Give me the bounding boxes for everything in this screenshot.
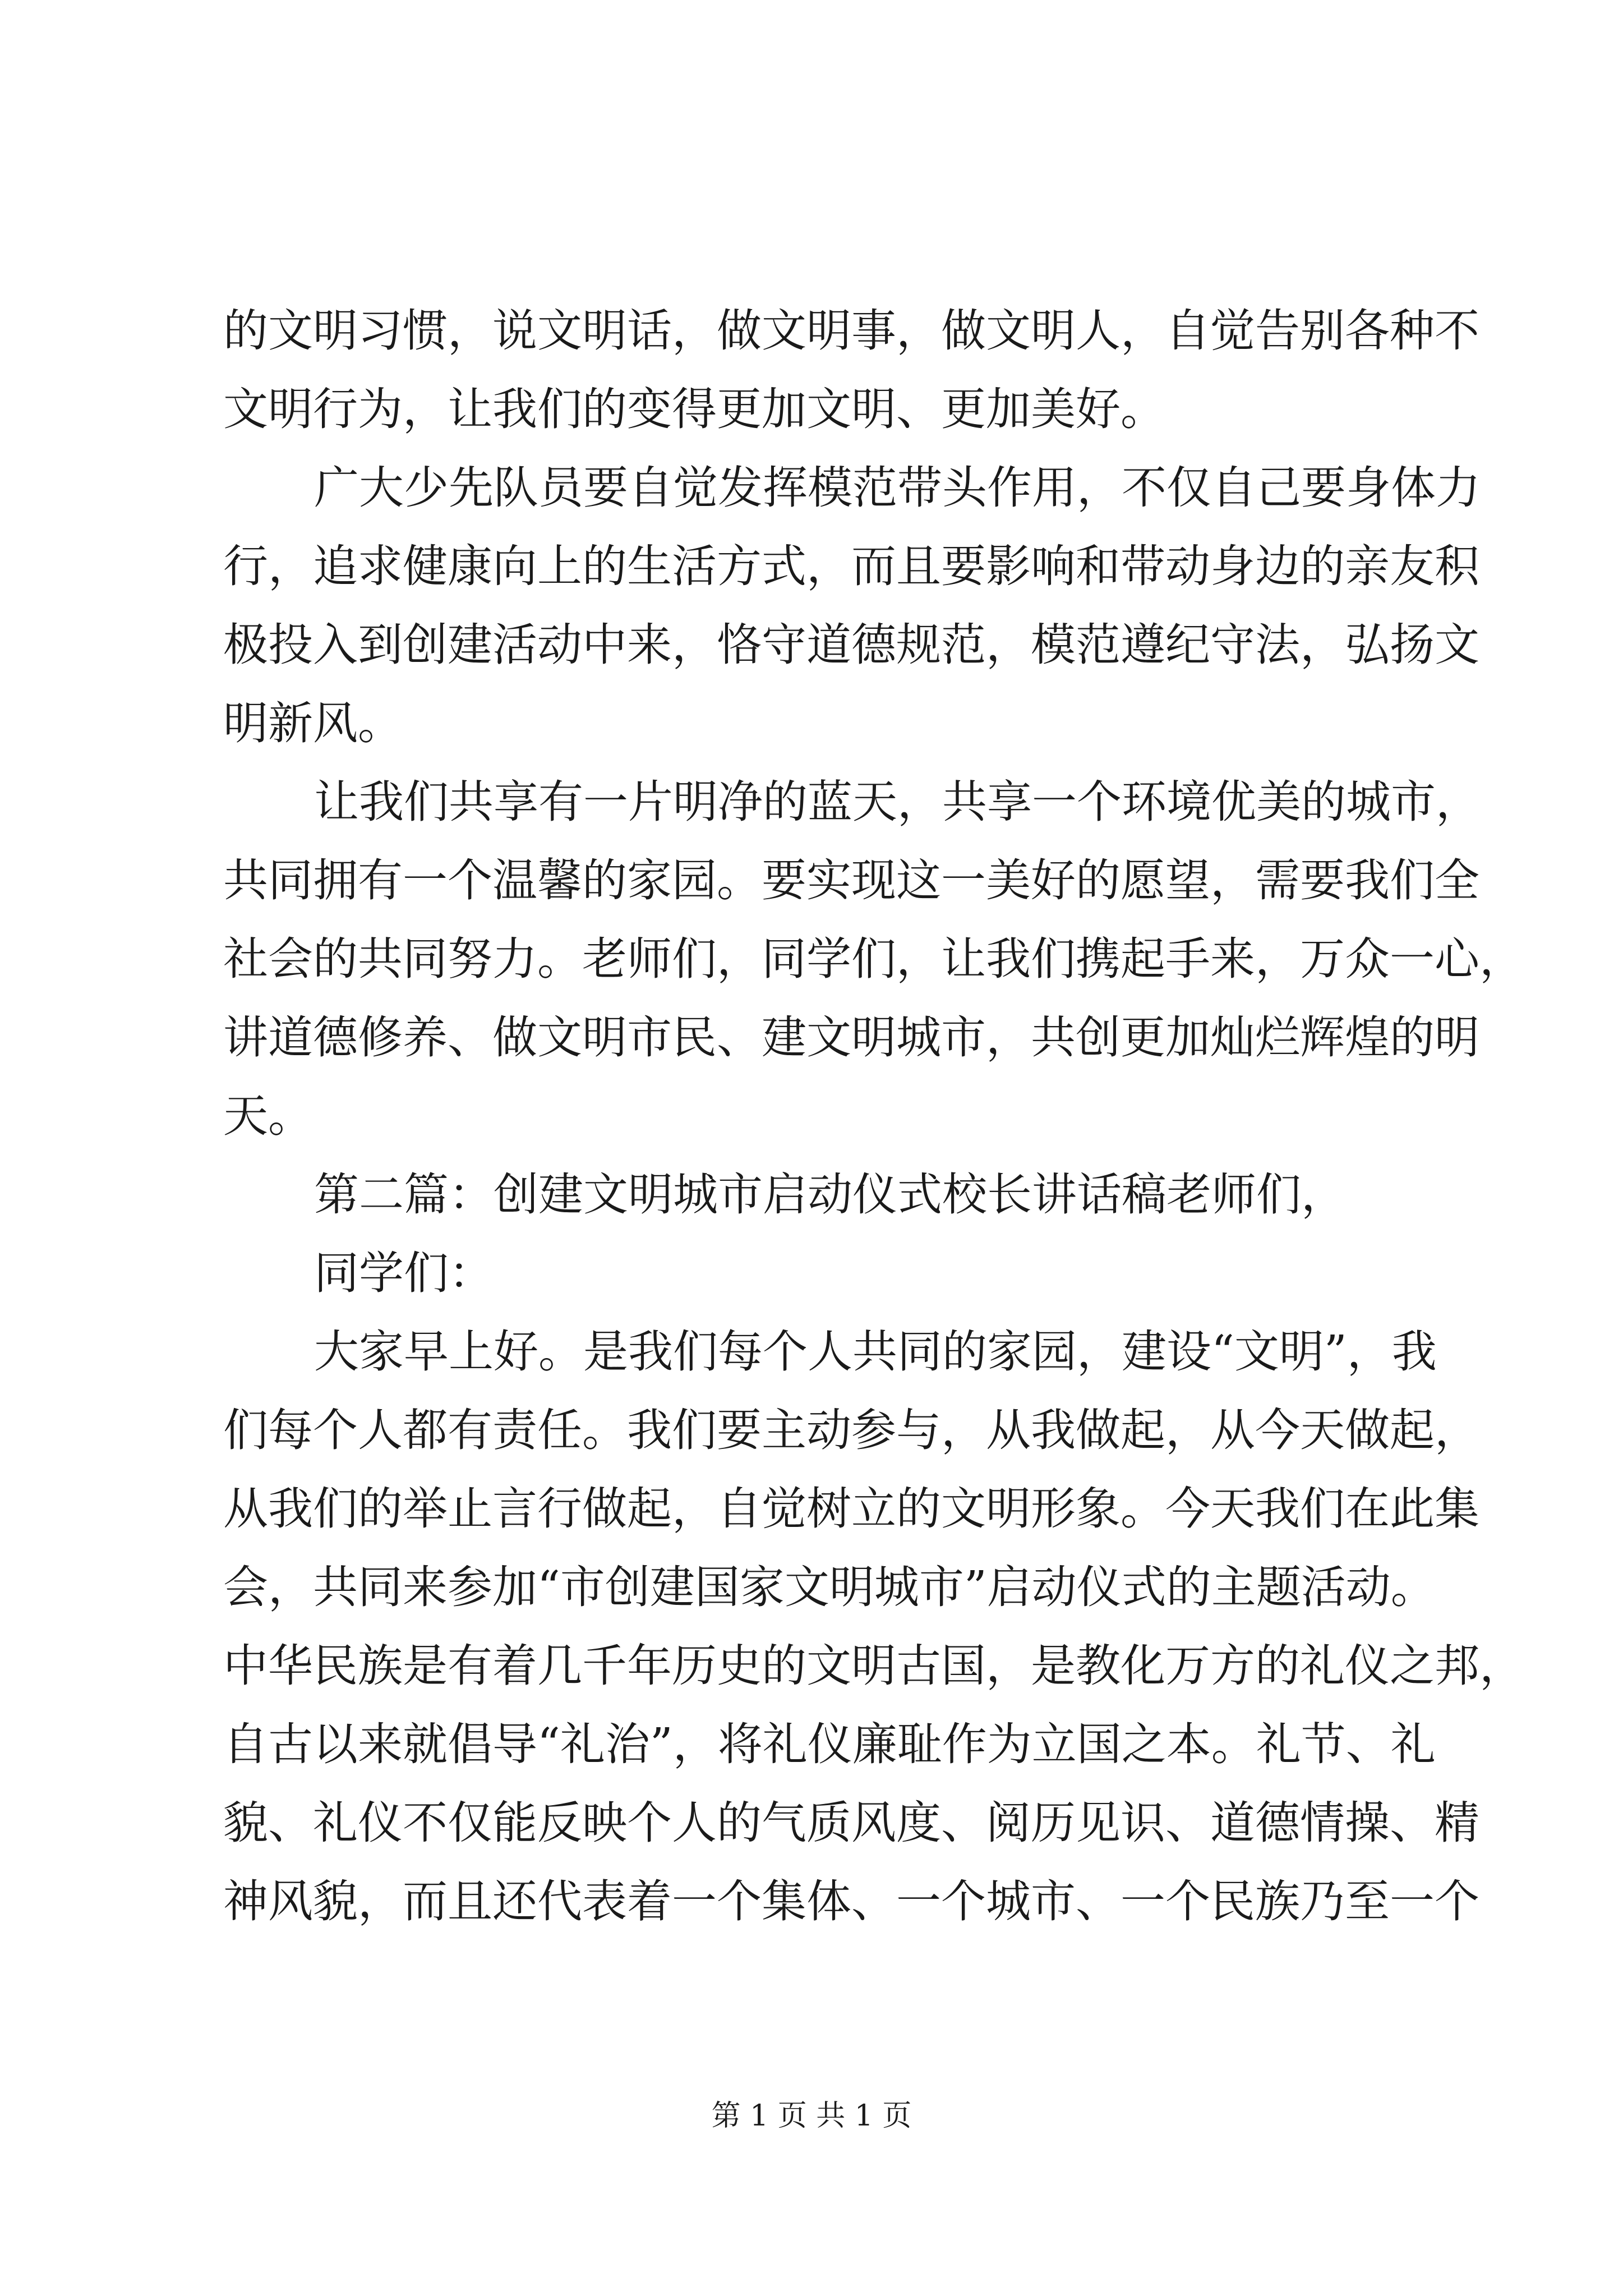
text-line: 广大少先队员要自觉发挥模范带头作用，不仅自己要身体力 — [314, 462, 1481, 514]
salutation: 同学们： — [314, 1247, 494, 1299]
document-body — [223, 292, 1524, 1941]
text-line: 貌、礼仪不仅能反映个人的气质风度、阅历见识、道德情操、精 — [223, 1797, 1479, 1849]
text-line: 讲道德修养、做文明市民、建文明城市，共创更加灿烂辉煌的明 — [223, 1011, 1479, 1064]
text-line: 让我们共享有一片明净的蓝天，共享一个环境优美的城市， — [314, 776, 1481, 828]
text-line: 中华民族是有着几千年历史的文明古国，是教化万方的礼仪之邦， — [223, 1640, 1524, 1692]
text-line: 们每个人都有责任。我们要主动参与，从我做起，从今天做起， — [223, 1404, 1479, 1456]
text-line: 行，追求健康向上的生活方式，而且要影响和带动身边的亲友积 — [223, 540, 1479, 592]
text-line: 共同拥有一个温馨的家园。要实现这一美好的愿望，需要我们全 — [223, 854, 1479, 907]
section-heading: 第二篇：创建文明城市启动仪式校长讲话稿老师们， — [314, 1168, 1346, 1221]
text-line: 天。 — [223, 1090, 313, 1142]
text-line: 从我们的举止言行做起，自觉树立的文明形象。今天我们在此集 — [223, 1483, 1479, 1535]
text-line: 文明行为，让我们的变得更加文明、更加美好。 — [223, 383, 1165, 435]
text-line: 大家早上好。是我们每个人共同的家园，建设“文明”，我 — [314, 1326, 1437, 1378]
text-line: 神风貌，而且还代表着一个集体、一个城市、一个民族乃至一个 — [223, 1875, 1479, 1927]
text-line: 极投入到创建活动中来，恪守道德规范，模范遵纪守法，弘扬文 — [223, 619, 1479, 671]
text-line: 会，共同来参加“市创建国家文明城市”启动仪式的主题活动。 — [223, 1561, 1436, 1613]
text-line: 自古以来就倡导“礼治”，将礼仪廉耻作为立国之本。礼节、礼 — [223, 1718, 1436, 1770]
text-line: 的文明习惯，说文明话，做文明事，做文明人，自觉告别各种不 — [223, 305, 1479, 357]
page-number-footer: 第 1 页 共 1 页 — [711, 2099, 912, 2133]
text-line: 明新风。 — [223, 697, 403, 749]
text-line: 社会的共同努力。老师们，同学们，让我们携起手来，万众一心， — [223, 933, 1524, 985]
